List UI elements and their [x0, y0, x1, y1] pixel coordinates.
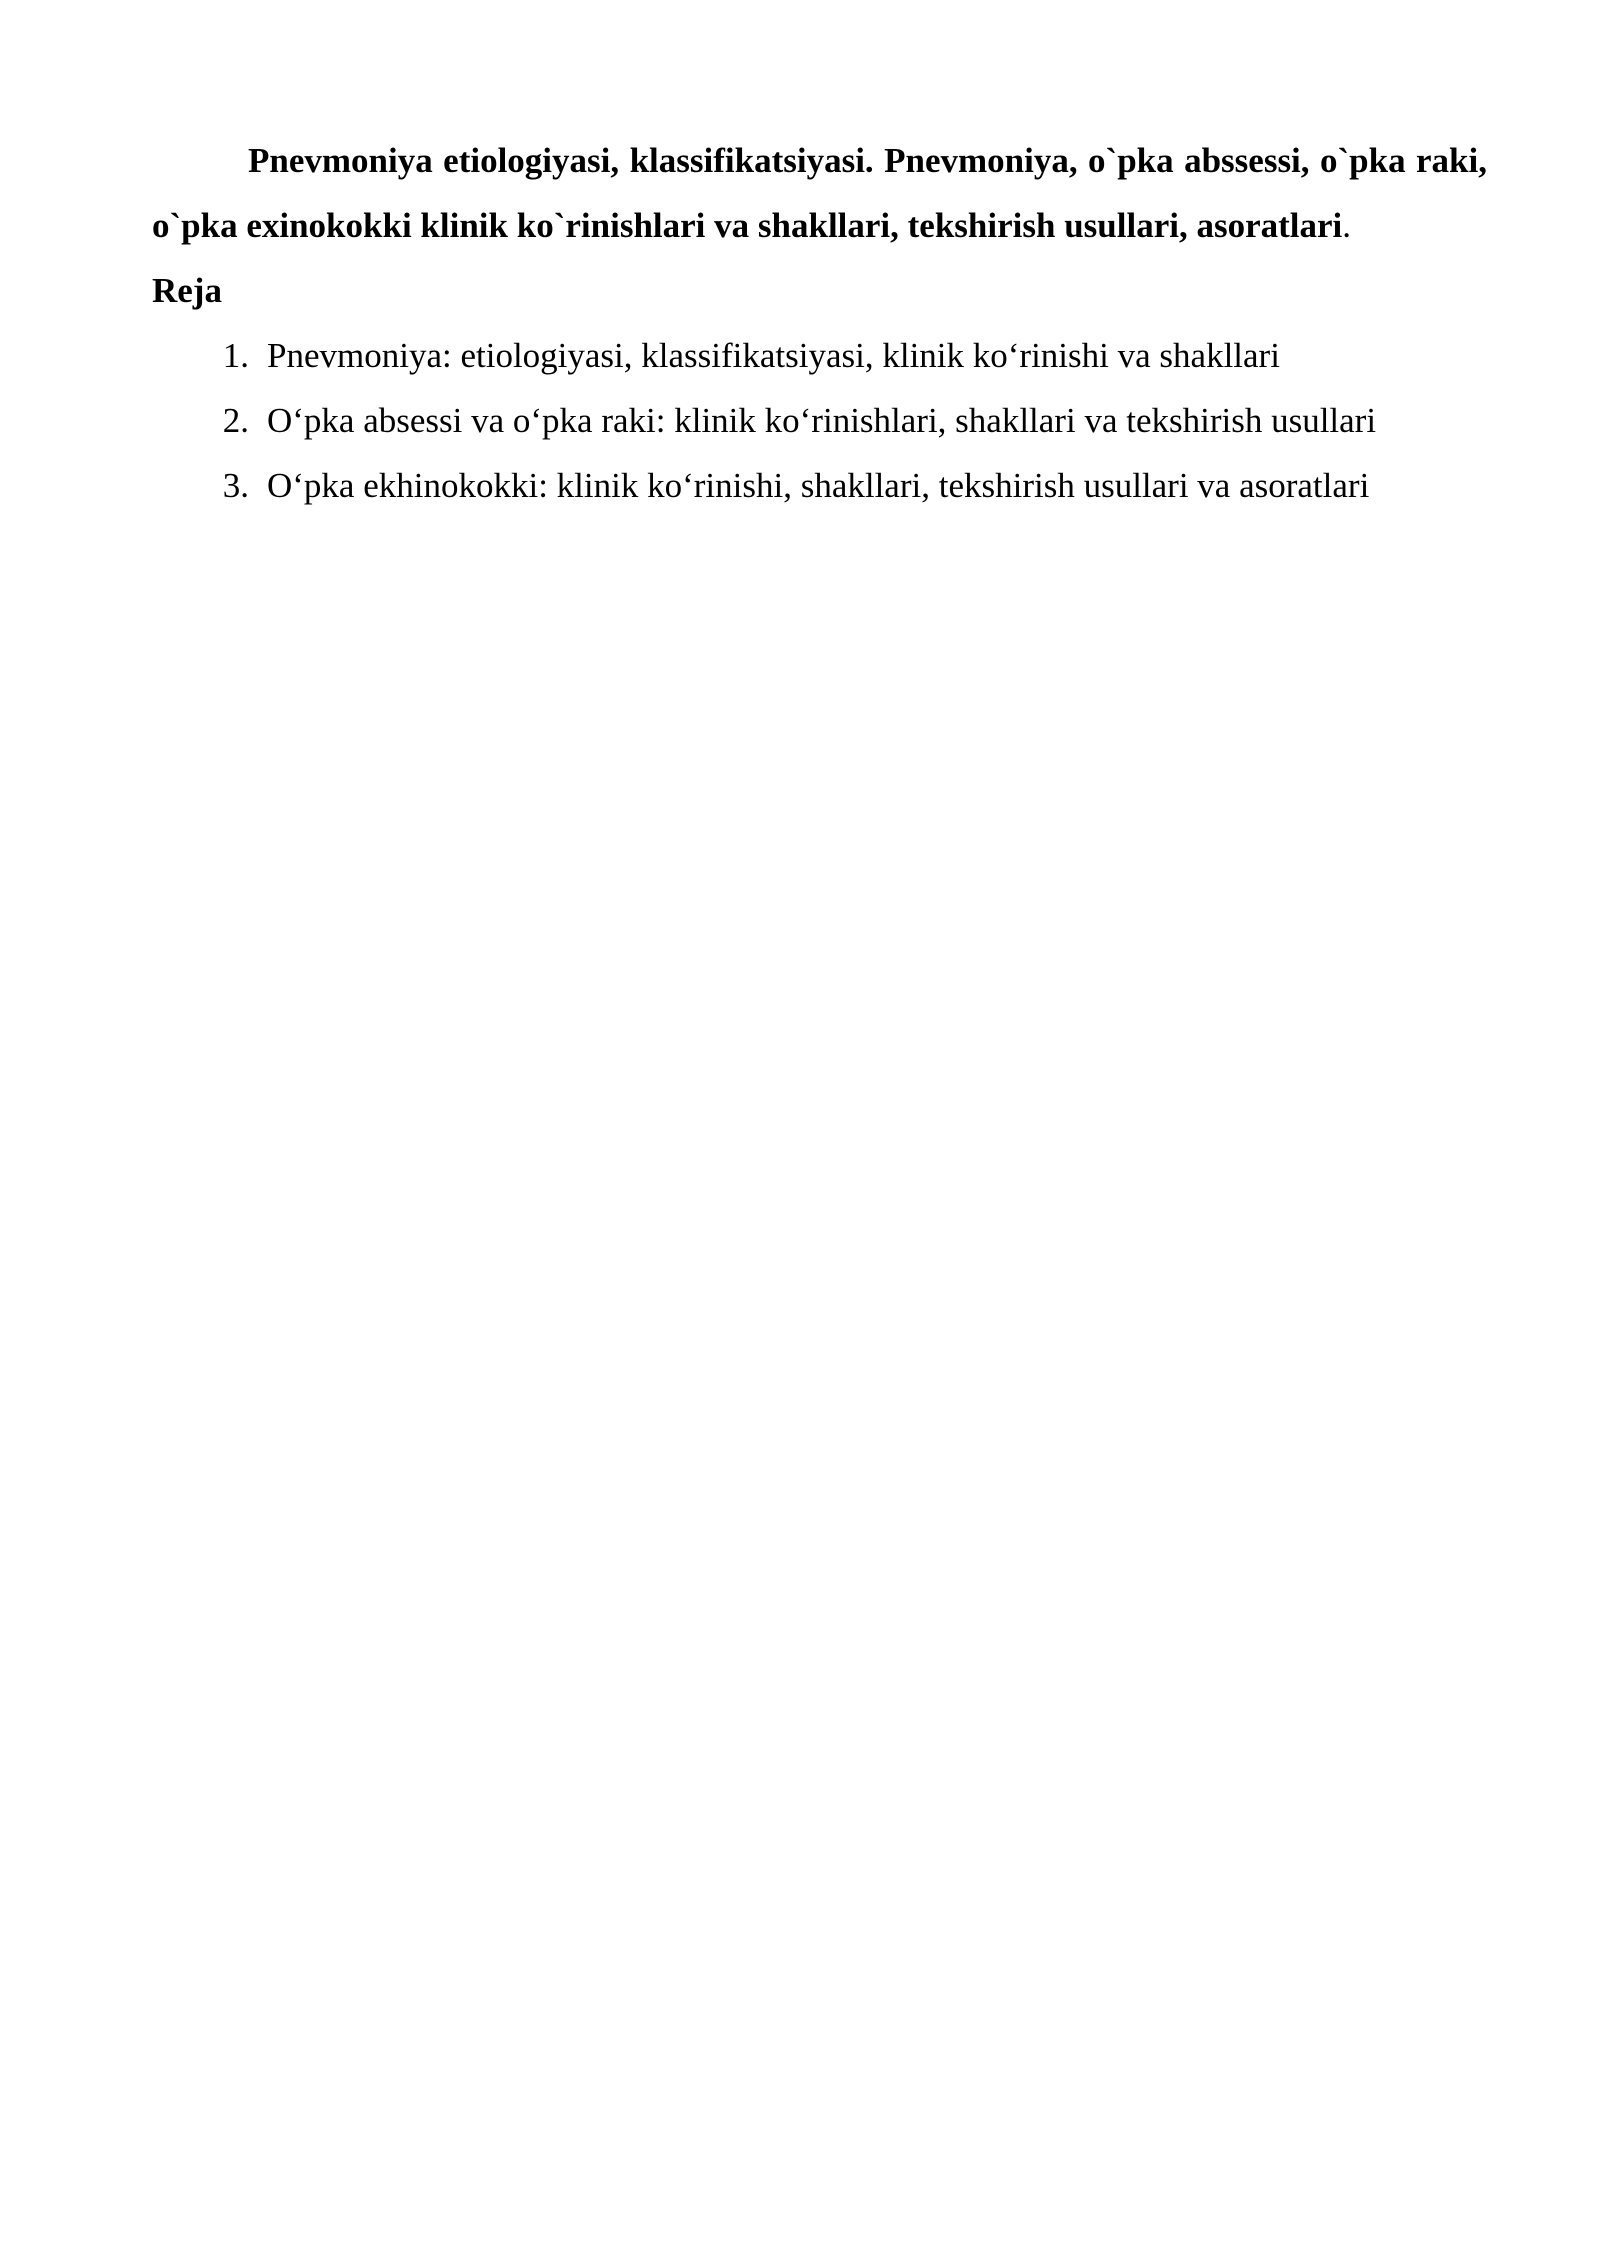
document-title-period: . — [1342, 206, 1352, 245]
plan-item-text: Pnevmoniya: etiologiyasi, klassifikatsiyasi, klinik ko‘rinishi va shakllari — [267, 336, 1280, 375]
document-body — [152, 128, 1487, 518]
plan-list-item — [152, 388, 1487, 453]
plan-item-number: 2. — [222, 401, 249, 440]
plan-list-item — [152, 323, 1487, 388]
document-title-text: Pnevmoniya etiologiyasi, klassifikatsiyasi. Pnevmoniya, o`pka abssessi, o`pka raki, o`pka exinokokki klinik ko`rinishlari va shakllari, tekshirish usullari, asoratlari — [152, 141, 1487, 245]
document-title — [152, 128, 1487, 258]
plan-item-number: 3. — [222, 466, 249, 505]
plan-item-text: O‘pka ekhinokokki: klinik ko‘rinishi, shakllari, tekshirish usullari va asoratlari — [267, 466, 1370, 505]
plan-heading: Reja — [152, 271, 222, 310]
plan-list — [152, 323, 1487, 518]
plan-list-item — [152, 453, 1487, 518]
plan-item-text: O‘pka absessi va o‘pka raki: klinik ko‘rinishlari, shakllari va tekshirish usullari — [267, 401, 1377, 440]
plan-item-number: 1. — [222, 336, 249, 375]
